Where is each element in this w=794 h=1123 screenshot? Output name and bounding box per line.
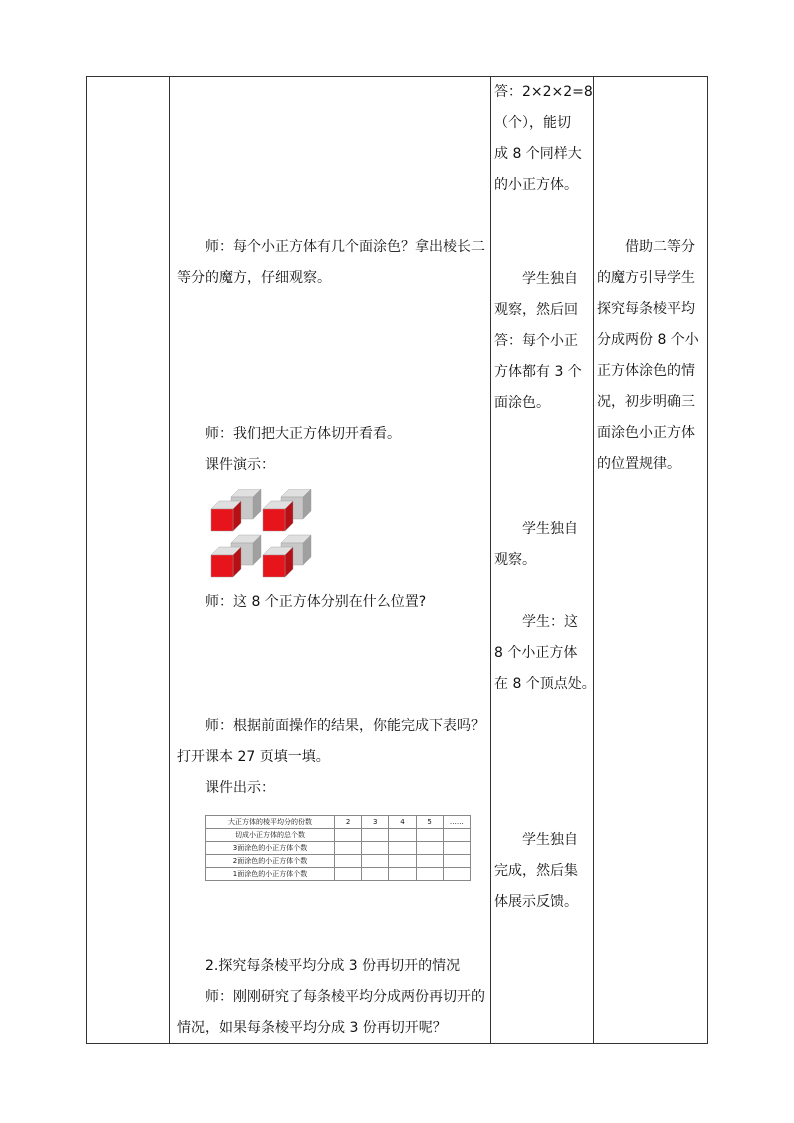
table-cell[interactable] — [389, 868, 416, 881]
cube-front-bottom-left — [211, 547, 241, 577]
text-line: 情况，如果每条棱平均分成 3 份再切开呢？ — [177, 1020, 447, 1036]
text-line: 借助二等分 — [625, 239, 695, 255]
text-line: 的位置规律。 — [597, 456, 681, 472]
text-line: 面涂色。 — [494, 395, 550, 411]
text-line: 学生独自 — [522, 521, 578, 537]
table-cell[interactable] — [443, 868, 470, 881]
demo-label-2 — [177, 773, 487, 804]
text-line: 成 8 个同样大 — [494, 146, 582, 162]
table-row — [206, 855, 471, 868]
text-line: 的魔方引导学生 — [597, 270, 695, 286]
text-line: 2.探究每条棱平均分成 3 份再切开的情况 — [205, 958, 461, 974]
column-divider-2 — [490, 77, 491, 1043]
student-complete-table — [494, 825, 590, 918]
lesson-plan-table — [86, 76, 708, 1044]
text-line: 观察，然后回 — [494, 302, 578, 318]
column-divider-1 — [169, 77, 170, 1043]
section-2-text — [177, 982, 487, 1044]
table-header-cell: 2 — [335, 816, 362, 829]
column-divider-3 — [593, 77, 594, 1043]
teacher-question-table — [177, 711, 487, 773]
section-2-title — [177, 951, 487, 982]
table-row-label: 3面涂色的小正方体个数 — [206, 842, 335, 855]
text-line: 正方体涂色的情 — [597, 363, 695, 379]
text-line: 体展示反馈。 — [494, 894, 578, 910]
text-line: 分成两份 8 个小 — [597, 332, 699, 348]
table-row — [206, 842, 471, 855]
table-cell[interactable] — [416, 842, 443, 855]
cube-front-top-left — [211, 501, 241, 531]
table-row — [206, 829, 471, 842]
table-cell[interactable] — [416, 868, 443, 881]
table-header-cell: 5 — [416, 816, 443, 829]
text-line: 在 8 个顶点处。 — [494, 676, 596, 692]
table-cell[interactable] — [389, 829, 416, 842]
cube-count-table — [205, 815, 471, 881]
text-line: 观察。 — [494, 552, 536, 568]
text-line: 完成，然后集 — [494, 863, 578, 879]
demo-label-1 — [177, 450, 487, 481]
text-line: 师：根据前面操作的结果，你能完成下表吗？ — [205, 718, 485, 734]
text-line: 师：我们把大正方体切开看看。 — [205, 426, 401, 442]
cube-front-top-right — [263, 501, 293, 531]
table-cell[interactable] — [335, 855, 362, 868]
text-line: 的小正方体。 — [494, 177, 578, 193]
table-header-cell: 大正方体的棱平均分的份数 — [206, 816, 335, 829]
text-line: 师：刚刚研究了每条棱平均分成两份再切开的 — [205, 989, 485, 1005]
student-vertex-answer — [494, 607, 596, 700]
text-line: （个），能切 — [494, 115, 571, 131]
text-line: 答：每个小正 — [494, 333, 578, 349]
table-cell[interactable] — [389, 855, 416, 868]
table-cell[interactable] — [362, 842, 389, 855]
table-row-label: 2面涂色的小正方体个数 — [206, 855, 335, 868]
table-cell[interactable] — [416, 829, 443, 842]
table-cell[interactable] — [443, 842, 470, 855]
text-line: 答：2×2×2=8 — [494, 84, 593, 100]
table-cell[interactable] — [362, 855, 389, 868]
text-line: 探究每条棱平均 — [597, 301, 695, 317]
table-header-cell: …… — [443, 816, 470, 829]
teacher-question-position — [177, 587, 487, 618]
table-header-cell: 3 — [362, 816, 389, 829]
table-cell[interactable] — [335, 829, 362, 842]
student-answer-count — [494, 77, 593, 201]
table-cell[interactable] — [362, 829, 389, 842]
teacher-question-colored-faces — [177, 232, 487, 294]
table-row-label: 切成小正方体的总个数 — [206, 829, 335, 842]
eight-small-cubes-illustration — [209, 489, 319, 581]
text-line: 等分的魔方，仔细观察。 — [177, 270, 331, 286]
text-line: 况，初步明确三 — [597, 394, 695, 410]
design-intent — [597, 232, 703, 480]
text-line: 学生：这 — [522, 614, 578, 630]
table-cell[interactable] — [335, 868, 362, 881]
text-line: 学生独自 — [522, 832, 578, 848]
table-header-cell: 4 — [389, 816, 416, 829]
table-cell[interactable] — [443, 855, 470, 868]
text-line: 师：这 8 个正方体分别在什么位置? — [205, 594, 427, 610]
table-cell[interactable] — [443, 829, 470, 842]
table-cell[interactable] — [416, 855, 443, 868]
text-line: 课件演示： — [205, 457, 275, 473]
text-line: 8 个小正方体 — [494, 645, 578, 661]
teacher-cut-open — [177, 419, 487, 450]
text-line: 课件出示： — [205, 780, 275, 796]
text-line: 师：每个小正方体有几个面涂色？拿出棱长二 — [205, 239, 485, 255]
cube-front-bottom-right — [263, 547, 293, 577]
text-line: 面涂色小正方体 — [597, 425, 695, 441]
student-observe — [494, 514, 590, 576]
text-line: 学生独自 — [522, 271, 578, 287]
table-cell[interactable] — [362, 868, 389, 881]
table-cell[interactable] — [335, 842, 362, 855]
text-line: 方体都有 3 个 — [494, 364, 582, 380]
table-row-label: 1面涂色的小正方体个数 — [206, 868, 335, 881]
table-cell[interactable] — [389, 842, 416, 855]
table-row — [206, 816, 471, 829]
student-observe-answer — [494, 264, 590, 419]
table-row — [206, 868, 471, 881]
text-line: 打开课本 27 页填一填。 — [177, 749, 330, 765]
